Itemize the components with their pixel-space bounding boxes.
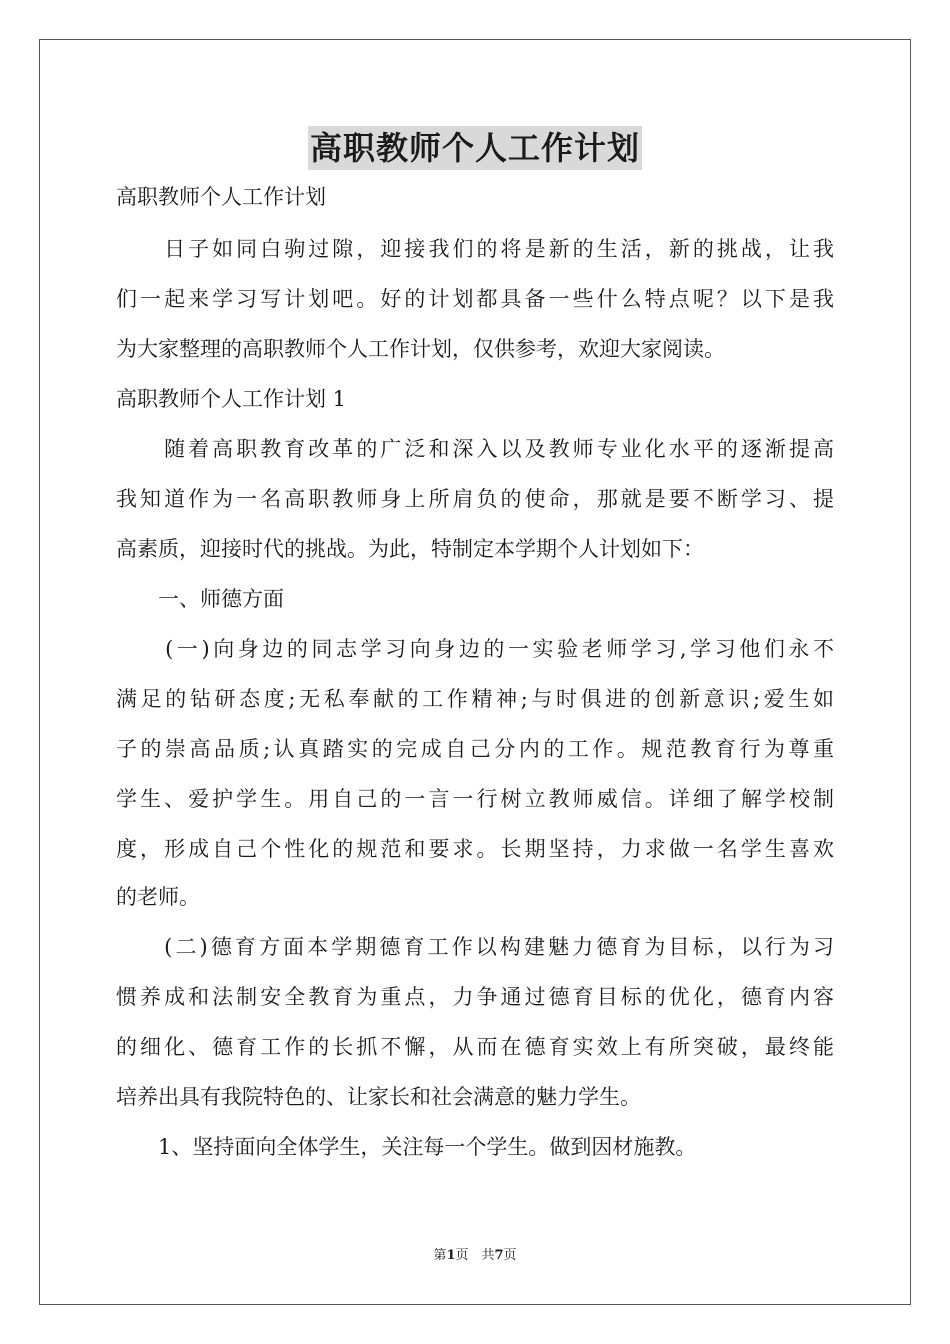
footer-mid: 页 共 [455, 1248, 495, 1263]
text-line: 高职教师个人工作计划 1 [116, 387, 347, 411]
text-line: 度，形成自己个性化的规范和要求。长期坚持，力求做一名学生喜欢 [116, 837, 834, 861]
text-line: (一)向身边的同志学习向身边的一实验老师学习,学习他们永不 [116, 637, 834, 661]
text-line: 高素质，迎接时代的挑战。为此，特制定本学期个人计划如下： [116, 537, 704, 561]
document-title: 高职教师个人工作计划 [308, 126, 642, 170]
text-line: 为大家整理的高职教师个人工作计划，仅供参考，欢迎大家阅读。 [116, 337, 725, 361]
total-page-number: 7 [494, 1248, 504, 1263]
page-border [39, 39, 911, 1305]
text-line: 我知道作为一名高职教师身上所肩负的使命，那就是要不断学习、提 [116, 487, 834, 511]
text-line: 子的崇高品质;认真踏实的完成自己分内的工作。规范教育行为尊重 [116, 737, 834, 761]
text-line: 高职教师个人工作计划 [116, 185, 326, 209]
text-line: 满足的钻研态度;无私奉献的工作精神;与时俱进的创新意识;爱生如 [116, 687, 834, 711]
title-wrap [0, 126, 950, 170]
footer-suffix: 页 [503, 1248, 517, 1263]
text-line: 惯养成和法制安全教育为重点，力争通过德育目标的优化，德育内容 [116, 985, 834, 1009]
text-line: 学生、爱护学生。用自己的一言一行树立教师威信。详细了解学校制 [116, 787, 834, 811]
text-line: 们一起来学习写计划吧。好的计划都具备一些什么特点呢？以下是我 [116, 287, 834, 311]
page-footer [0, 1246, 950, 1266]
current-page-number: 1 [446, 1248, 456, 1263]
text-line: 日子如同白驹过隙，迎接我们的将是新的生活，新的挑战，让我 [116, 237, 834, 261]
text-line: 的细化、德育工作的长抓不懈，从而在德育实效上有所突破，最终能 [116, 1035, 834, 1059]
text-line: 的老师。 [116, 885, 200, 909]
text-line: 随着高职教育改革的广泛和深入以及教师专业化水平的逐渐提高 [116, 437, 834, 461]
text-line: 1、坚持面向全体学生，关注每一个学生。做到因材施教。 [116, 1135, 697, 1159]
footer-prefix: 第 [433, 1248, 447, 1263]
text-line: 培养出具有我院特色的、让家长和社会满意的魅力学生。 [116, 1085, 641, 1109]
text-line: (二)德育方面本学期德育工作以构建魅力德育为目标，以行为习 [116, 935, 834, 959]
section-heading: 一、师德方面 [116, 587, 284, 611]
